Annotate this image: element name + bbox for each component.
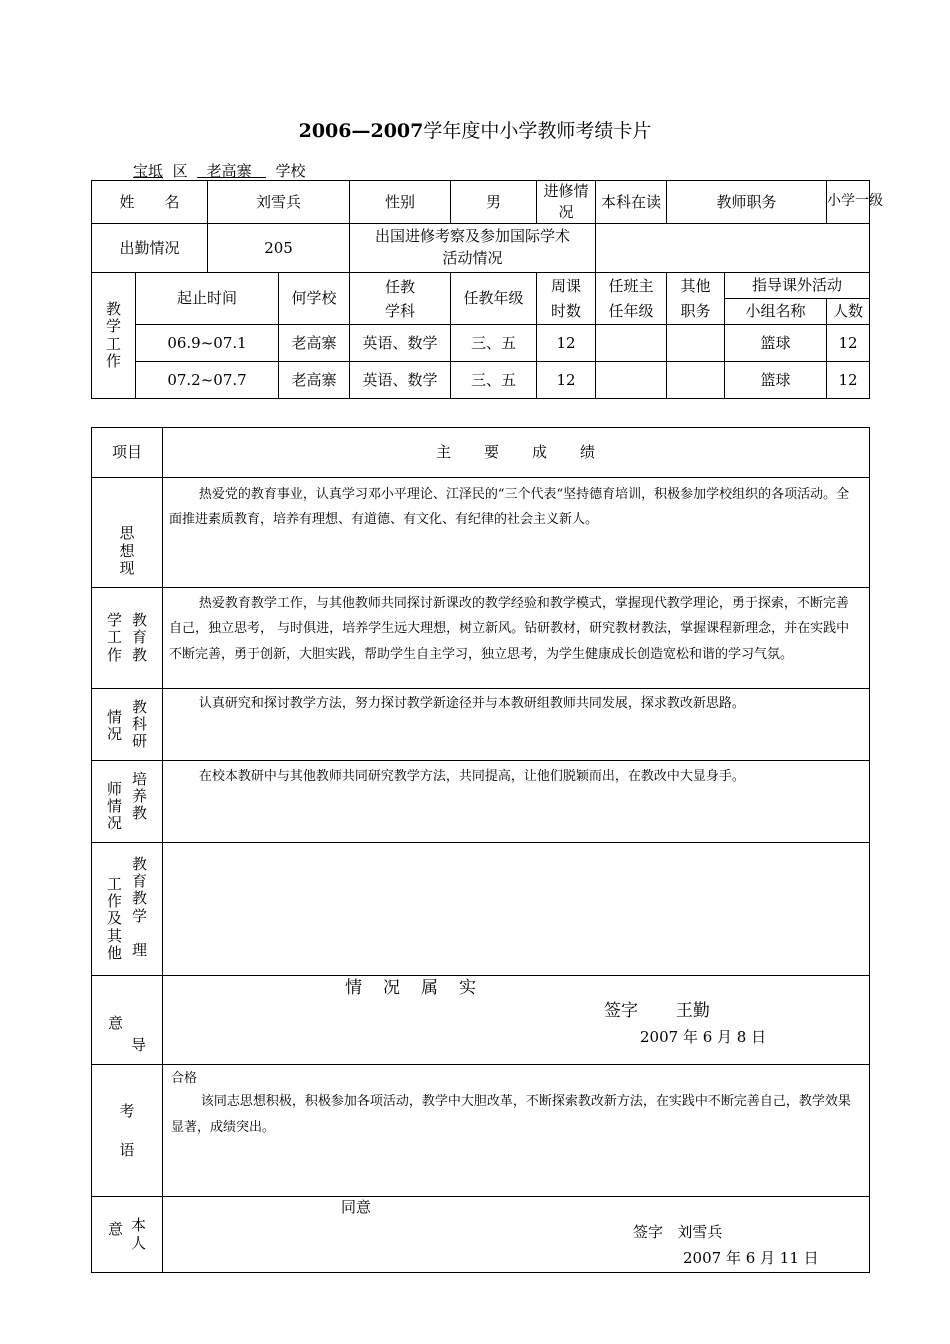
period-header: 起止时间 (136, 273, 279, 325)
count-cell: 12 (827, 362, 870, 399)
name-value: 刘雪兵 (208, 181, 350, 224)
subject-cell: 英语、数学 (350, 362, 451, 399)
achievement-table (91, 427, 870, 1273)
gender-label: 性别 (350, 181, 451, 224)
main-achievement-header: 主 要 成 绩 (163, 428, 870, 478)
comment-text: 该同志思想积极，积极参加各项活动，教学中大胆改革，不断探索教改新方法，在实践中不断完善自己，教学效果显著，成绩突出。 (171, 1093, 851, 1135)
title-label: 教师职务 (667, 181, 827, 224)
hours-header: 周课 时数 (537, 273, 596, 325)
research-text: 认真研究和探讨教学方法，努力探讨教学新途径并与本教研组教师共同发展，探求教改新思路。 (198, 696, 745, 711)
school-value: 老高寨 (206, 162, 252, 180)
school-cell: 老高寨 (279, 325, 350, 362)
group-cell: 篮球 (725, 362, 827, 399)
head-cell (596, 362, 667, 399)
table-row (92, 325, 870, 362)
leader-statement: 情 况 属 实 (345, 978, 478, 998)
count-header: 人数 (827, 299, 870, 325)
self-opinion (163, 1197, 870, 1273)
page-title: 2006—2007学年度中小学教师考绩卡片 (298, 120, 652, 142)
head-header: 任班主 任年级 (596, 273, 667, 325)
leader-date: 2007 年 6 月 8 日 (640, 1028, 767, 1046)
hours-cell: 12 (537, 362, 596, 399)
grade-cell: 三、五 (451, 362, 537, 399)
grade-cell: 三、五 (451, 325, 537, 362)
self-date: 2007 年 6 月 11 日 (683, 1249, 819, 1267)
leader-label: 意 导 (92, 976, 163, 1065)
subject-cell: 英语、数学 (350, 325, 451, 362)
management-text (163, 843, 870, 976)
period-cell: 06.9~07.1 (136, 325, 279, 362)
leader-opinion (163, 976, 870, 1065)
head-cell (596, 325, 667, 362)
info-table (91, 180, 884, 399)
hours-cell: 12 (537, 325, 596, 362)
research-text-cell (163, 689, 870, 761)
district-label: 区 (172, 162, 188, 180)
self-label: 意 本 人 (92, 1197, 163, 1273)
self-statement: 同意 (341, 1198, 372, 1216)
teaching-work-label: 学 工 作 教 育 教 (92, 588, 163, 689)
item-header: 项目 (92, 428, 163, 478)
training-text-cell (163, 761, 870, 843)
school-line (133, 160, 306, 181)
thought-text: 热爱党的教育事业，认真学习邓小平理论、江泽民的“三个代表“坚持德育培训，积极参加学校组织的各项活动。全面推进素质教育，培养有理想、有道德、有文化、有纪律的社会主义新人。 (169, 487, 850, 528)
group-cell: 篮球 (725, 325, 827, 362)
other-cell (667, 325, 725, 362)
abroad-label: 出国进修考察及参加国际学术 活动情况 (350, 224, 596, 273)
comment-cell (163, 1065, 870, 1197)
teaching-section-label: 教 学 工 作 (92, 273, 136, 399)
self-signature: 签字 刘雪兵 (633, 1223, 723, 1241)
management-label: 工 作 及 其 他 教 育 教 学 理 (92, 843, 163, 976)
study-label: 进修情况 (537, 181, 596, 224)
gender-value: 男 (451, 181, 537, 224)
count-cell: 12 (827, 325, 870, 362)
activity-header: 指导课外活动 (725, 273, 870, 299)
school-label: 学校 (275, 162, 306, 180)
attendance-value: 205 (208, 224, 350, 273)
teaching-work-text: 热爱教育教学工作，与其他教师共同探讨新课改的教学经验和教学模式，掌握现代教学理论，勇于探索，不断完善自己，独立思考， 与时俱进，培养学生远大理想，树立新风。钻研教材，研究教材教法，掌握课程新理念，并在实践中不断完善，勇于创新，大胆实践，帮助学生自主学习，独立思考，为学生健康成长创造宽松和谐的学习气氛。 (169, 596, 850, 662)
research-label: 情 况 教 科 研 (92, 689, 163, 761)
teaching-work-text-cell (163, 588, 870, 689)
other-header: 其他 职务 (667, 273, 725, 325)
school-header: 何学校 (279, 273, 350, 325)
grade-header: 任教年级 (451, 273, 537, 325)
thought-text-cell (163, 478, 870, 588)
period-cell: 07.2~07.7 (136, 362, 279, 399)
table-row (92, 362, 870, 399)
title-value: 小学一级 (827, 181, 870, 224)
study-value: 本科在读 (596, 181, 667, 224)
other-cell (667, 362, 725, 399)
name-label: 姓 名 (92, 181, 208, 224)
district-value: 宝坻 (133, 162, 164, 180)
abroad-value (596, 224, 870, 273)
comment-label: 考 语 (92, 1065, 163, 1197)
attendance-label: 出勤情况 (92, 224, 208, 273)
group-header: 小组名称 (725, 299, 827, 325)
thought-label: 思 想 现 (92, 478, 163, 588)
comment-result: 合格 (171, 1071, 198, 1086)
leader-signature: 签字 王勤 (604, 1001, 710, 1021)
training-text: 在校本教研中与其他教师共同研究教学方法，共同提高，让他们脱颖而出，在教改中大显身手。 (198, 769, 745, 784)
training-label: 师 情 况 培 养 教 (92, 761, 163, 843)
school-cell: 老高寨 (279, 362, 350, 399)
subject-header: 任教 学科 (350, 273, 451, 325)
